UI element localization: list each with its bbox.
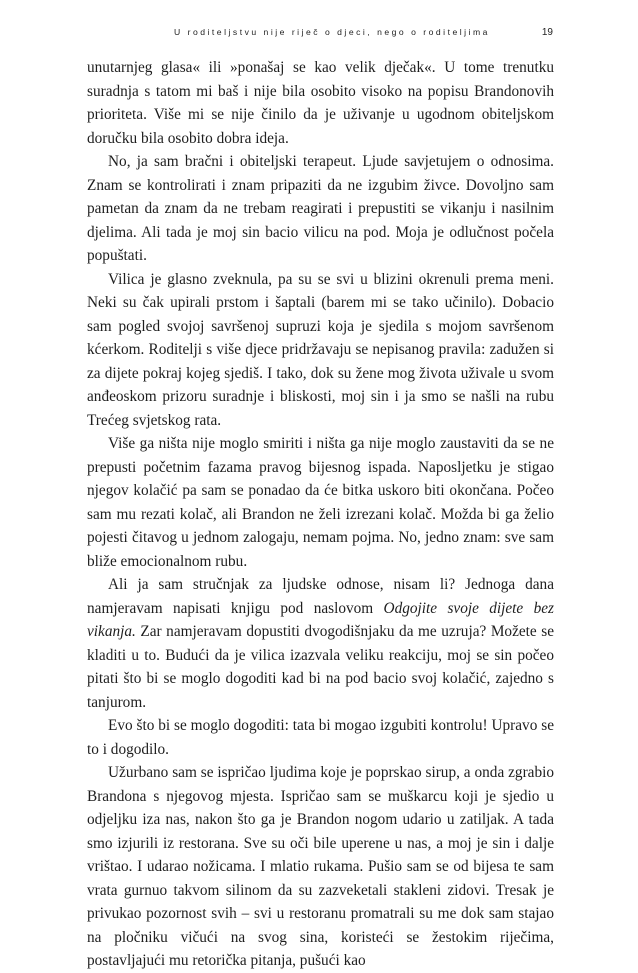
running-header-title: U roditeljstvu nije riječ o djeci, nego o roditeljima (174, 27, 490, 37)
paragraph-7: Užurbano sam se ispričao ljudima koje je poprskao sirup, a onda zgrabio Brandona s njegovog mjesta. Ispričao sam se muškarcu koji je sjedio u odjeljku iza nas, nakon što ga je Brandon nogom udario u zatiljak. A tada smo izjurili iz restorana. Sve su oči bile uperene u nas, a moj je sin i dalje vrištao. I udarao nožicama. I mlatio rukama. Pušio sam se od bijesa te sam vrata gurnuo takvom silinom da su zazveketali stakleni zidovi. Tresak je privukao pozornost svih – svi u restoranu promatrali su me dok sam stajao na pločniku vičući na svog sina, koristeći se žestokim riječima, postavljajući mu retorička pitanja, pušući kao (87, 764, 554, 969)
paragraph-5-text-after: Zar namjeravam dopustiti dvogodišnjaku da me uzruja? Možete se kladiti u to. Budući da je vilica izazvala veliku reakciju, moj se sin počeo pitati što bi se moglo dogoditi kad bi na pod bacio svoj kolačić, zajedno s tanjurom. (87, 623, 554, 711)
paragraph-2: No, ja sam bračni i obiteljski terapeut. Ljude savjetujem o odnosima. Znam se kontrolirati i znam pripaziti da ne izgubim živce. Dovoljno sam pametan da znam da ne trebam reagirati i prepustiti se vikanju i nasilnim djelima. Ali tada je moj sin bacio vilicu na pod. Moja je odlučnost počela popuštati. (87, 153, 554, 264)
paragraph-3: Vilica je glasno zveknula, pa su se svi u blizini okrenuli prema meni. Neki su čak upirali prstom i šaptali (barem mi se tako učinilo). Dobacio sam pogled svojoj savršenoj supruzi koja je sjedila s mojom savršenom kćerkom. Roditelji s više djece pridržavaju se nepisanog pravila: zadužen si za dijete pokraj kojeg sjediš. I tako, dok su žene mog života uživale u svom anđeoskom prizoru suradnje i bliskosti, moj sin i ja smo se našli na rubu Trećeg svjetskog rata. (87, 270, 554, 429)
text-body (87, 56, 554, 973)
page-number: 19 (541, 27, 553, 38)
paragraph-4: Više ga ništa nije moglo smiriti i ništa ga nije moglo zaustaviti da se ne prepusti početnim fazama pravog bijesnog ispada. Naposljetku je stigao njegov kolačić pa sam se ponadao da će bitka uskoro biti okončana. Počeo sam mu rezati kolač, ali Brandon ne želi izrezani kolač. Možda bi ga želio pojesti čitavog u jednom zalogaju, nemam pojma. No, jedno znam: sve sam bliže emocionalnom rubu. (87, 435, 554, 570)
paragraph-5-text-before: Ali ja sam stručnjak za ljudske odnose, nisam li? Jednoga dana namjeravam napisati knjigu pod naslovom (87, 576, 554, 617)
paragraph-6: Evo što bi se moglo dogoditi: tata bi mogao izgubiti kontrolu! Upravo se to i dogodilo. (87, 717, 554, 758)
paragraph-5 (87, 573, 554, 714)
paragraph-1: unutarnjeg glasa« ili »ponašaj se kao velik dječak«. U tome trenutku suradnja s tatom mi baš i nije bila osobito visoko na popisu Brandonovih prioriteta. Više mi se nije činilo da je uživanje u ugodnom obiteljskom doručku bila osobito dobra ideja. (87, 59, 554, 147)
book-title-italic: Odgojite svoje dijete bez vikanja. (87, 599, 554, 640)
running-header (86, 27, 553, 43)
